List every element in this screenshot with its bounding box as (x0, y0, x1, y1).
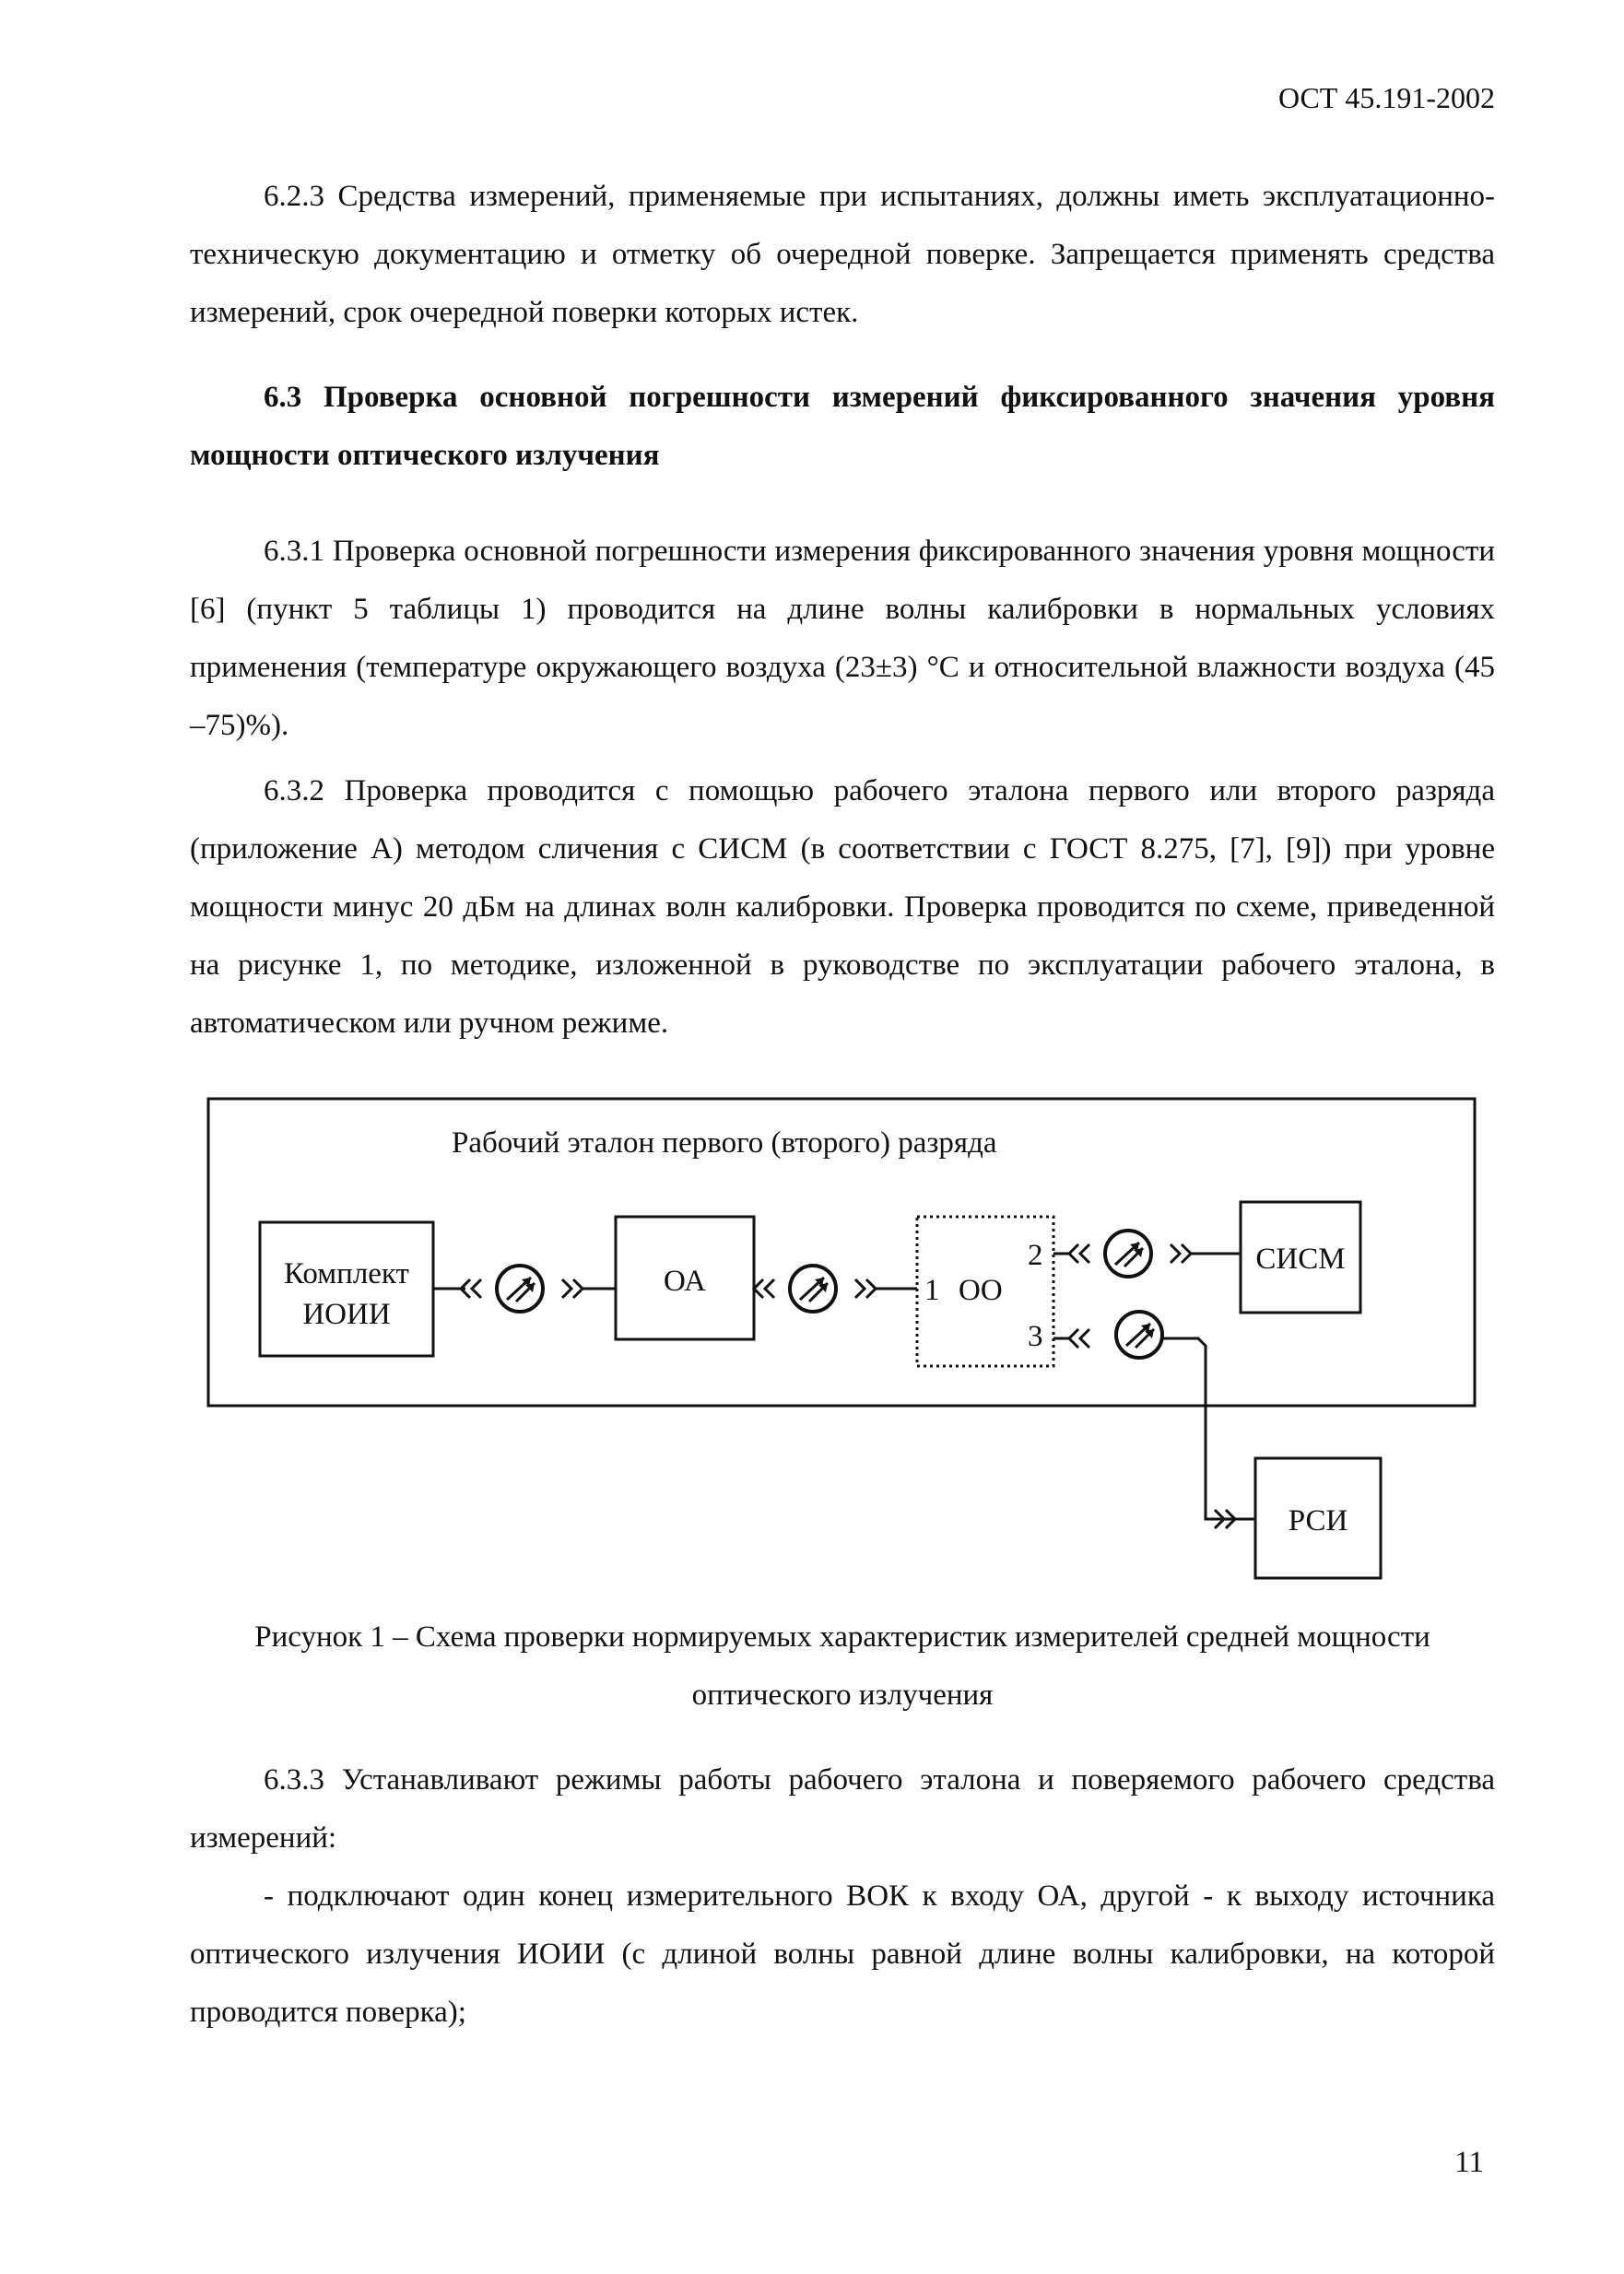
oo-port-2: 2 (1028, 1239, 1043, 1272)
oa-label: ОА (663, 1265, 707, 1298)
paragraph-6-3-1: 6.3.1 Проверка основной погрешности измерения фиксированного значения уровня мощности [6] (пункт 5 таблицы 1) проводится на длине волны калибровки в нормальных условиях применения (температуре окружающего воздуха (23±3) °C и относительной влажности воздуха (45 –75)%). (190, 535, 1495, 742)
paragraph-6-3-2: 6.3.2 Проверка проводится с помощью рабочего эталона первого или второго разряда (приложение А) методом сличения с СИСМ (в соответствии с ГОСТ 8.275, [7], [9]) при уровне мощности минус 20 дБм на длинах волн калибровки. Проверка проводится по схеме, приведенной на рисунке 1, по методике, изложенной в руководстве по эксплуатации рабочего эталона, в автоматическом или ручном режиме. (190, 774, 1495, 1040)
frame-title: Рабочий эталон первого (второго) разряда (452, 1126, 997, 1160)
oo-port-1: 1 (924, 1274, 940, 1307)
optical-coupler-icon (497, 1266, 543, 1312)
connector-icon (1171, 1244, 1191, 1263)
kit-label-2: ИОИИ (302, 1298, 391, 1331)
connector-icon (562, 1279, 583, 1298)
connector-icon (1069, 1329, 1089, 1348)
page-number: 11 (1454, 2146, 1484, 2179)
paragraph-6-3-3: 6.3.3 Устанавливают режимы работы рабочего эталона и поверяемого рабочего средства измерений: (190, 1763, 1495, 1855)
section-heading-6-3: 6.3 Проверка основной погрешности измерений фиксированного значения уровня мощности оптического излучения (190, 381, 1495, 472)
figure-caption-line-2: оптического излучения (691, 1679, 994, 1712)
connector-icon (754, 1279, 774, 1298)
document-code: ОСТ 45.191-2002 (1277, 81, 1495, 114)
optical-coupler-icon (1116, 1312, 1162, 1358)
optical-coupler-icon (790, 1266, 836, 1312)
oo-port-3: 3 (1028, 1320, 1043, 1353)
connector-icon (1069, 1244, 1089, 1263)
connector-icon (855, 1279, 876, 1298)
figure-caption-line-1: Рисунок 1 – Схема проверки нормируемых характеристик измерителей средней мощности (254, 1620, 1430, 1654)
rsi-label: РСИ (1288, 1504, 1348, 1538)
sism-label: СИСМ (1255, 1243, 1346, 1276)
paragraph-6-2-3: 6.2.3 Средства измерений, применяемые при испытаниях, должны иметь эксплуатационно-техническую документацию и отметку об очередной поверке. Запрещается применять средства измерений, срок очередной поверки которых истек. (190, 180, 1495, 329)
optical-coupler-icon (1105, 1231, 1151, 1277)
kit-label-1: Комплект (284, 1257, 409, 1290)
oo-label: ОО (959, 1274, 1003, 1307)
paragraph-6-3-3-item: - подключают один конец измерительного ВОК к входу ОА, другой - к выходу источника оптического излучения ИОИИ (с длиной волны равной длине волны калибровки, на которой проводится поверка); (190, 1879, 1495, 2029)
